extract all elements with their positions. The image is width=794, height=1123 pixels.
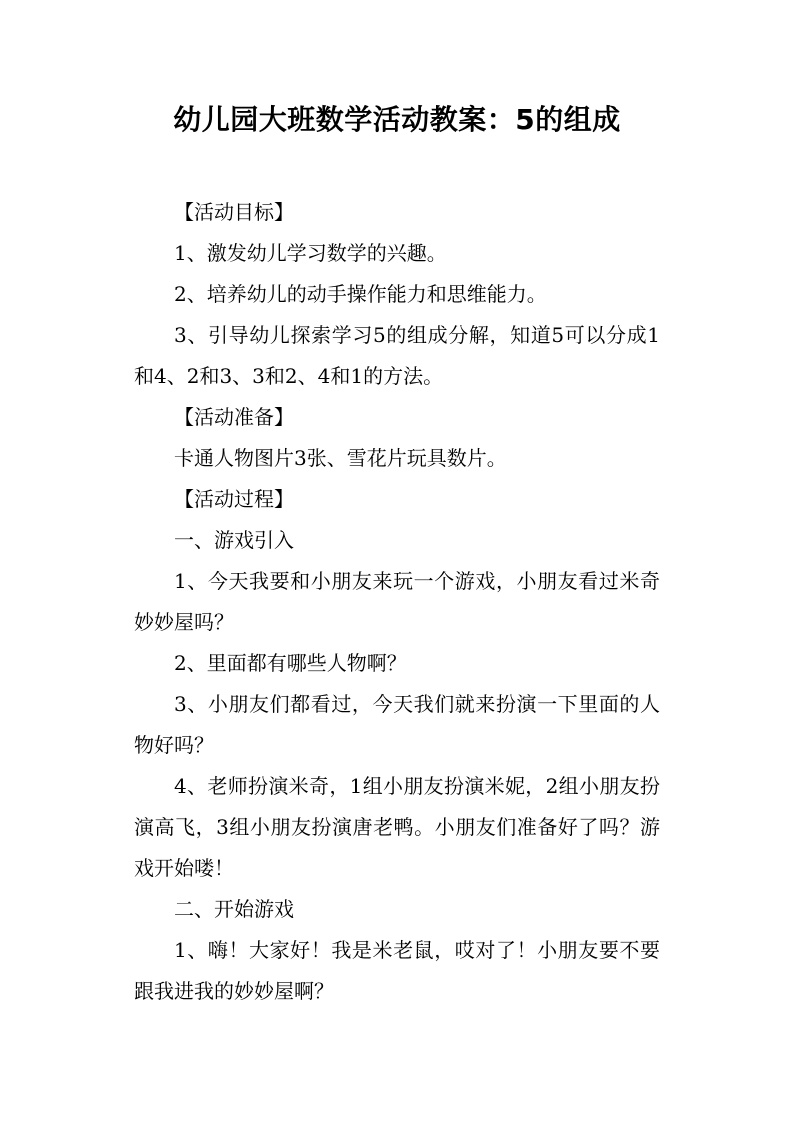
process-step: 4、老师扮演米奇，1组小朋友扮演米妮，2组小朋友扮演高飞，3组小朋友扮演唐老鸭。小朋友们准备好了吗？游戏开始喽！ (134, 774, 660, 880)
process-step: 3、小朋友们都看过，今天我们就来扮演一下里面的人物好吗？ (134, 692, 660, 757)
subsection-heading: 一、游戏引入 (174, 528, 294, 552)
process-step: 2、里面都有哪些人物啊？ (174, 651, 407, 675)
objective-item: 1、激发幼儿学习数学的兴趣。 (174, 241, 447, 265)
section-heading-preparation: 【活动准备】 (174, 405, 294, 429)
section-heading-objectives: 【活动目标】 (174, 200, 294, 224)
document-body (134, 192, 660, 1012)
process-step: 1、嗨！大家好！我是米老鼠，哎对了！小朋友要不要跟我进我的妙妙屋啊？ (134, 938, 660, 1003)
section-heading-process: 【活动过程】 (174, 487, 294, 511)
document-title: 幼儿园大班数学活动教案：5的组成 (173, 103, 621, 136)
preparation-text: 卡通人物图片3张、雪花片玩具数片。 (174, 446, 507, 470)
objective-item: 3、引导幼儿探索学习5的组成分解，知道5可以分成1和4、2和3、3和2、4和1的方法。 (134, 323, 660, 388)
objective-item: 2、培养幼儿的动手操作能力和思维能力。 (174, 282, 547, 306)
process-step: 1、今天我要和小朋友来玩一个游戏，小朋友看过米奇妙妙屋吗？ (134, 569, 660, 634)
subsection-heading: 二、开始游戏 (174, 897, 294, 921)
